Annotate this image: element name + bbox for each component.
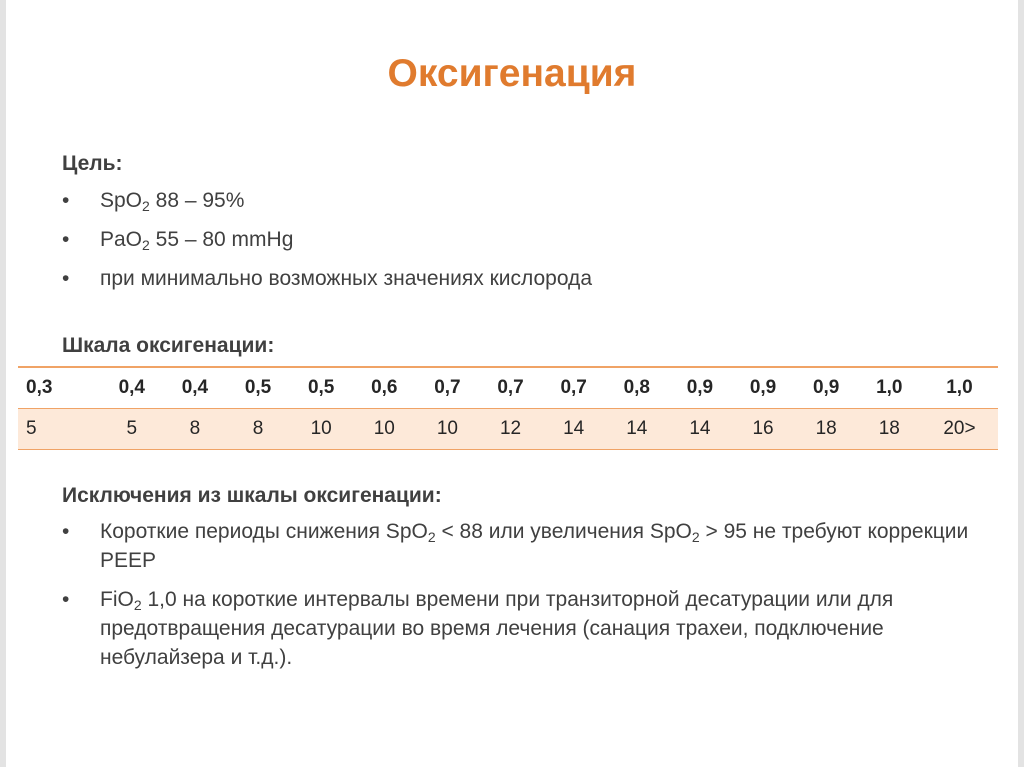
goal-item-oxygen: • при минимально возможных значениях кислорода — [62, 264, 982, 293]
goal-list — [62, 186, 982, 303]
oxygenation-scale-table — [18, 366, 998, 450]
slide-edge-right — [1018, 0, 1024, 767]
exceptions-list — [62, 517, 982, 682]
bullet-icon: • — [62, 189, 70, 212]
slide-edge-left — [0, 0, 6, 767]
fio2-cell: 0,3 — [18, 367, 100, 409]
fio2-cell: 0,9 — [668, 367, 731, 409]
bullet-icon: • — [62, 520, 70, 543]
peep-cell: 16 — [731, 409, 794, 450]
goal-item-spo2: • SpO$_2$ 88 – 95% — [62, 186, 982, 215]
exception-item-spo2: • Короткие периоды снижения SpO$_2$ < 88 или увеличения SpO$_2$ > 95 не требуют коррекции PEEP — [62, 517, 982, 575]
peep-cell: 14 — [605, 409, 668, 450]
fio2-cell: 0,9 — [731, 367, 794, 409]
scale-row-fio2 — [18, 367, 998, 409]
scale-row-peep — [18, 409, 998, 450]
bullet-icon: • — [62, 228, 70, 251]
peep-cell: 5 — [18, 409, 100, 450]
peep-cell: 14 — [668, 409, 731, 450]
fio2-cell: 0,7 — [542, 367, 605, 409]
fio2-cell: 0,7 — [479, 367, 542, 409]
scale-heading: Шкала оксигенации: — [62, 334, 275, 357]
fio2-cell: 0,5 — [290, 367, 353, 409]
fio2-cell: 0,5 — [226, 367, 289, 409]
fio2-cell: 0,4 — [163, 367, 226, 409]
fio2-cell: 0,8 — [605, 367, 668, 409]
peep-cell: 18 — [795, 409, 858, 450]
peep-cell: 10 — [353, 409, 416, 450]
peep-cell: 12 — [479, 409, 542, 450]
goal-heading: Цель: — [62, 152, 123, 175]
peep-cell: 14 — [542, 409, 605, 450]
peep-cell: 10 — [416, 409, 479, 450]
peep-cell: 8 — [226, 409, 289, 450]
peep-cell: 8 — [163, 409, 226, 450]
peep-cell: 18 — [858, 409, 921, 450]
fio2-cell: 1,0 — [858, 367, 921, 409]
fio2-cell: 1,0 — [921, 367, 998, 409]
fio2-cell: 0,9 — [795, 367, 858, 409]
bullet-icon: • — [62, 588, 70, 611]
peep-cell: 5 — [100, 409, 163, 450]
exception-item-fio2: • FiO$_2$ 1,0 на короткие интервалы времени при транзиторной десатурации или для предотвращения десатурации во время лечения (санация трахеи, подключение небулайзера и т.д.). — [62, 585, 982, 672]
fio2-cell: 0,6 — [353, 367, 416, 409]
exceptions-heading: Исключения из шкалы оксигенации: — [62, 484, 442, 507]
bullet-icon: • — [62, 267, 70, 290]
peep-cell: 20> — [921, 409, 998, 450]
fio2-cell: 0,7 — [416, 367, 479, 409]
fio2-cell: 0,4 — [100, 367, 163, 409]
peep-cell: 10 — [290, 409, 353, 450]
slide-title: Оксигенация — [387, 52, 637, 95]
goal-item-pao2: • PaO$_2$ 55 – 80 mmHg — [62, 225, 982, 254]
